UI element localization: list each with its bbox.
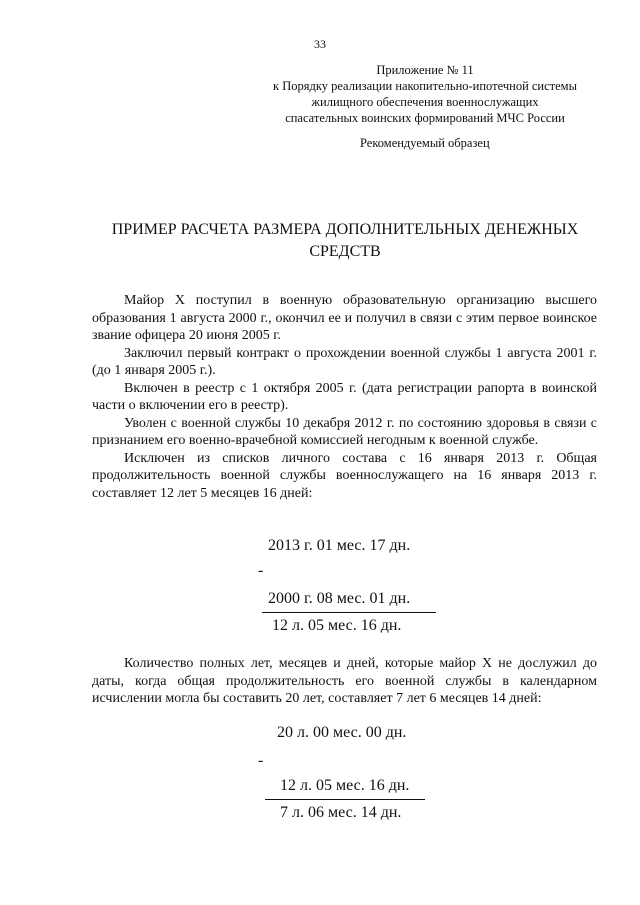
body-text xyxy=(92,292,597,502)
paragraph-6: Количество полных лет, месяцев и дней, которые майор Х не дослужил до даты, когда общая продолжительность его военной службы в календарном исчислении могла бы составить 20 лет, составляет 7 лет 6 месяцев 14 дней: xyxy=(92,656,597,706)
paragraph-3: Включен в реестр с 1 октября 2005 г. (дата регистрации рапорта в воинской части о включении его в реестр). xyxy=(92,380,597,413)
calc1-minuend: 2013 г. 01 мес. 17 дн. xyxy=(268,537,411,554)
annex-line-3: жилищного обеспечения военнослужащих xyxy=(311,95,539,109)
paragraph-1: Майор Х поступил в военную образовательную организацию высшего образования 1 августа 2000 г., окончил ее и получил в связи с этим первое воинское звание офицера 20 июня 2005 г. xyxy=(92,293,597,343)
calc1-subtrahend: 2000 г. 08 мес. 01 дн. xyxy=(268,590,411,607)
annex-line-2: к Порядку реализации накопительно-ипотечной системы xyxy=(273,79,577,93)
calc1-minus-sign: - xyxy=(258,562,264,579)
calc2-subtrahend: 12 л. 05 мес. 16 дн. xyxy=(280,777,410,794)
sample-label: Рекомендуемый образец xyxy=(360,136,490,150)
calc1-result: 12 л. 05 мес. 16 дн. xyxy=(272,617,402,634)
calc1-divider xyxy=(262,612,436,613)
paragraph-4: Уволен с военной службы 10 декабря 2012 г. по состоянию здоровья в связи с признанием его военно-врачебной комиссией негодным к военной службе. xyxy=(92,415,597,448)
body-text-2 xyxy=(92,655,597,708)
calc2-divider xyxy=(265,799,425,800)
annex-line-1: Приложение № 11 xyxy=(376,63,474,77)
calc2-minus-sign: - xyxy=(258,752,264,769)
page-number: 33 xyxy=(314,37,326,51)
paragraph-5: Исключен из списков личного состава с 16 января 2013 г. Общая продолжительность военной службы военнослужащего на 16 января 2013 г. составляет 12 лет 5 месяцев 16 дней: xyxy=(92,450,597,501)
calc2-minuend: 20 л. 00 мес. 00 дн. xyxy=(277,724,407,741)
annex-line-4: спасательных воинских формирований МЧС России xyxy=(285,111,565,125)
document-title: ПРИМЕР РАСЧЕТА РАЗМЕРА ДОПОЛНИТЕЛЬНЫХ ДЕНЕЖНЫХ СРЕДСТВ xyxy=(111,221,579,260)
calc2-result: 7 л. 06 мес. 14 дн. xyxy=(280,804,402,821)
annex-header xyxy=(255,62,595,126)
paragraph-2: Заключил первый контракт о прохождении военной службы 1 августа 2001 г. (до 1 января 2005 г.). xyxy=(92,345,597,378)
